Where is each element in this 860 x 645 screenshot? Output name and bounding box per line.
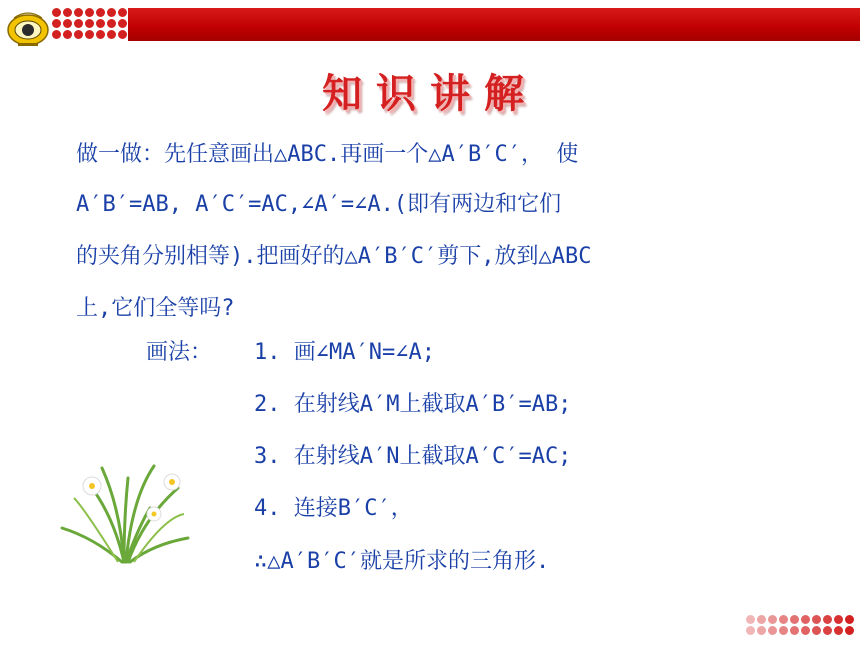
decorative-dot [85,19,94,28]
decorative-dot [812,615,821,624]
decorative-dot [845,615,854,624]
decorative-dot [823,615,832,624]
daisy-grass-icon [54,458,194,564]
decorative-dot [768,615,777,624]
decorative-dot [757,615,766,624]
decorative-dot [107,19,116,28]
decorative-dot [74,8,83,17]
decorative-dot [812,626,821,635]
decorative-dot [63,8,72,17]
method-step-1: 1. 画∠MA′N=∠A; [254,340,435,365]
decorative-dot [746,615,755,624]
method-step-4: 4. 连接B′C′， [254,496,413,521]
decorative-dot [790,626,799,635]
decorative-dot [63,19,72,28]
decorative-dot [85,30,94,39]
decorative-dot [779,615,788,624]
header-bar [128,8,860,41]
paragraph-line-4: 上,它们全等吗? [76,296,235,321]
decorative-dot [845,626,854,635]
paragraph-line-3: 的夹角分别相等).把画好的△A′B′C′剪下,放到△ABC [76,244,592,269]
decorative-dot [118,8,127,17]
page-title: 知识讲解 [322,70,538,117]
decorative-dot [801,615,810,624]
decorative-dot [823,626,832,635]
decorative-dot [52,30,61,39]
decorative-dot [107,30,116,39]
method-label: 画法： [146,340,213,365]
decorative-dot [757,626,766,635]
school-emblem-icon [6,8,50,48]
decorative-dot [779,626,788,635]
decorative-dot [746,626,755,635]
paragraph-line-2: A′B′=AB, A′C′=AC,∠A′=∠A.(即有两边和它们 [76,192,562,217]
method-conclusion: ∴△A′B′C′就是所求的三角形. [254,549,550,574]
decorative-dot [834,615,843,624]
decorative-dot [118,19,127,28]
decorative-dot [74,19,83,28]
decorative-dot [74,30,83,39]
decorative-dot [834,626,843,635]
decorative-dot [96,30,105,39]
decorative-dot [107,8,116,17]
decorative-dot [96,8,105,17]
method-step-3: 3. 在射线A′N上截取A′C′=AC; [254,444,572,469]
method-step-2: 2. 在射线A′M上截取A′B′=AB; [254,392,572,417]
decorative-dot [96,19,105,28]
paragraph-line-1: 做一做：先任意画出△ABC.再画一个△A′B′C′， 使 [76,142,579,167]
decorative-dot [118,30,127,39]
decorative-dot [52,19,61,28]
decorative-dot [63,30,72,39]
decorative-dot [52,8,61,17]
decorative-dot [801,626,810,635]
decorative-dot [85,8,94,17]
decorative-dot [768,626,777,635]
decorative-dot [790,615,799,624]
